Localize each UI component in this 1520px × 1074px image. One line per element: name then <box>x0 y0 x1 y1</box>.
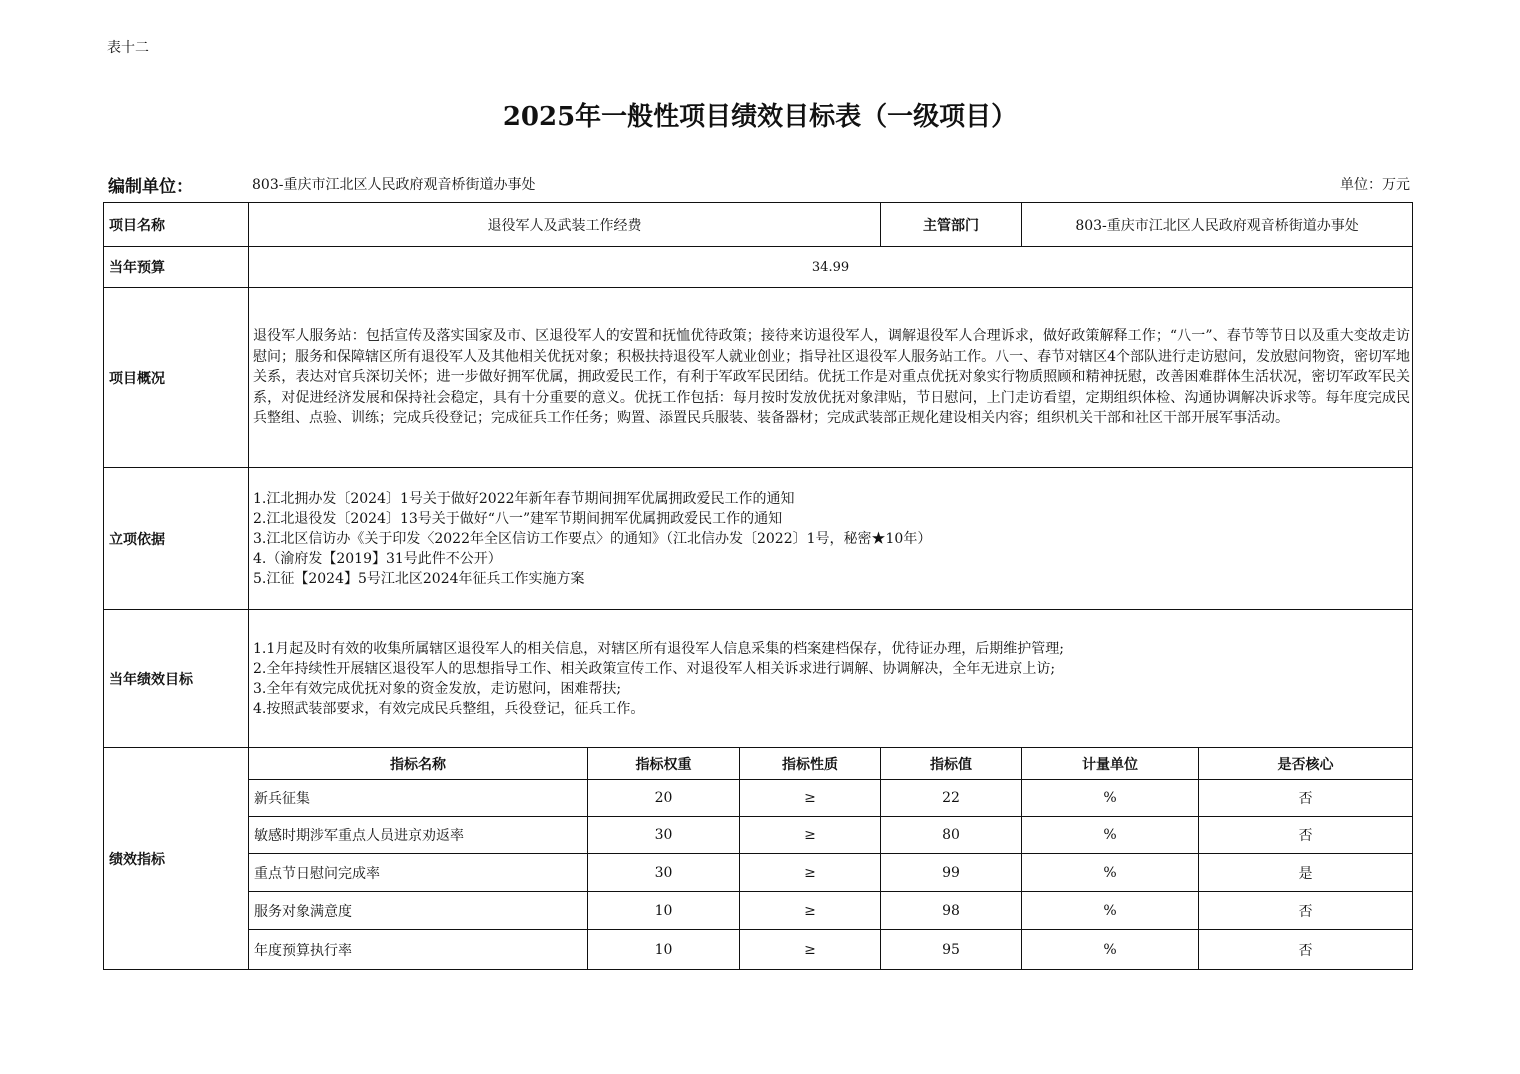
indicator-name: 服务对象满意度 <box>249 892 588 930</box>
table-row <box>104 930 1413 970</box>
indicator-core: 否 <box>1199 780 1413 817</box>
indicator-weight: 10 <box>588 930 740 970</box>
project-name-value: 退役军人及武装工作经费 <box>249 203 881 247</box>
basis-row <box>104 468 1413 610</box>
indicator-core: 否 <box>1199 892 1413 930</box>
indicator-value: 95 <box>881 930 1022 970</box>
goals-list <box>249 610 1413 748</box>
performance-table <box>103 202 1413 970</box>
basis-label: 立项依据 <box>104 468 249 610</box>
project-name-row <box>104 203 1413 247</box>
goal-item: 4.按照武装部要求，有效完成民兵整组，兵役登记，征兵工作。 <box>253 700 645 717</box>
indicator-unit: % <box>1022 780 1199 817</box>
budget-label: 当年预算 <box>104 247 249 288</box>
indicator-unit: % <box>1022 817 1199 854</box>
budget-row <box>104 247 1413 288</box>
compile-unit-label: 编制单位： <box>108 177 193 197</box>
budget-value: 34.99 <box>249 247 1413 288</box>
indicator-value: 22 <box>881 780 1022 817</box>
indicator-weight: 20 <box>588 780 740 817</box>
money-unit: 单位：万元 <box>1340 177 1410 193</box>
indicator-nature: ≥ <box>740 817 881 854</box>
indicator-nature: ≥ <box>740 780 881 817</box>
table-row <box>104 817 1413 854</box>
indicator-nature: ≥ <box>740 930 881 970</box>
compile-unit-value: 803-重庆市江北区人民政府观音桥街道办事处 <box>252 177 536 193</box>
indicator-nature: ≥ <box>740 892 881 930</box>
header-measure-unit: 计量单位 <box>1022 748 1199 780</box>
indicator-unit: % <box>1022 892 1199 930</box>
project-name-label: 项目名称 <box>104 203 249 247</box>
basis-item: 5.江征【2024】5号江北区2024年征兵工作实施方案 <box>253 570 585 587</box>
indicator-value: 98 <box>881 892 1022 930</box>
indicator-unit: % <box>1022 854 1199 892</box>
dept-value: 803-重庆市江北区人民政府观音桥街道办事处 <box>1022 203 1413 247</box>
table-number: 表十二 <box>107 40 149 56</box>
page-title: 2025年一般性项目绩效目标表（一级项目） <box>502 102 1018 132</box>
basis-item: 1.江北拥办发〔2024〕1号关于做好2022年新年春节期间拥军优属拥政爱民工作的通知 <box>253 490 795 507</box>
overview-label: 项目概况 <box>104 288 249 468</box>
goal-item: 3.全年有效完成优抚对象的资金发放，走访慰问，困难帮扶; <box>253 680 622 697</box>
indicators-label: 绩效指标 <box>104 748 249 970</box>
basis-item: 2.江北退役发〔2024〕13号关于做好“八一”建军节期间拥军优属拥政爱民工作的通知 <box>253 510 783 527</box>
basis-item: 4.（渝府发【2019】31号此件不公开） <box>253 550 502 567</box>
indicator-weight: 30 <box>588 854 740 892</box>
goals-label: 当年绩效目标 <box>104 610 249 748</box>
goals-row <box>104 610 1413 748</box>
indicator-nature: ≥ <box>740 854 881 892</box>
header-is-core: 是否核心 <box>1199 748 1413 780</box>
overview-row <box>104 288 1413 468</box>
overview-text: 退役军人服务站：包括宣传及落实国家及市、区退役军人的安置和抚恤优待政策；接待来访退役军人，调解退役军人合理诉求，做好政策解释工作；“八一”、春节等节日以及重大变故走访慰问；服务和保障辖区所有退役军人及其他相关优抚对象；积极扶持退役军人就业创业；指导社区退役军人服务站工作。八一、春节对辖区4个部队进行走访慰问，发放慰问物资，密切军地关系，表达对官兵深切关怀；进一步做好拥军优属，拥政爱民工作，有利于军政军民团结。优抚工作是对重点优抚对象实行物质照顾和精神抚慰，改善困难群体生活状况，密切军政军民关系，对促进经济发展和保持社会稳定，具有十分重要的意义。优抚工作包括：每月按时发放优抚对象津贴，节日慰问，上门走访看望，定期组织体检、沟通协调解决诉求等。每年度完成民兵整组、点验、训练；完成兵役登记；完成征兵工作任务；购置、添置民兵服装、装备器材；完成武装部正规化建设相关内容；组织机关干部和社区干部开展军事活动。 <box>249 288 1413 468</box>
indicator-weight: 30 <box>588 817 740 854</box>
indicator-name: 新兵征集 <box>249 780 588 817</box>
indicator-core: 否 <box>1199 817 1413 854</box>
basis-list <box>249 468 1413 610</box>
indicator-name: 重点节日慰问完成率 <box>249 854 588 892</box>
header-indicator-nature: 指标性质 <box>740 748 881 780</box>
goal-item: 1.1月起及时有效的收集所属辖区退役军人的相关信息，对辖区所有退役军人信息采集的档案建档保存，优待证办理，后期维护管理; <box>253 640 1064 657</box>
table-row <box>104 892 1413 930</box>
indicator-name: 敏感时期涉军重点人员进京劝返率 <box>249 817 588 854</box>
indicator-value: 99 <box>881 854 1022 892</box>
indicator-unit: % <box>1022 930 1199 970</box>
header-indicator-name: 指标名称 <box>249 748 588 780</box>
table-row <box>104 780 1413 817</box>
header-indicator-value: 指标值 <box>881 748 1022 780</box>
indicator-value: 80 <box>881 817 1022 854</box>
indicator-name: 年度预算执行率 <box>249 930 588 970</box>
indicator-core: 否 <box>1199 930 1413 970</box>
dept-label: 主管部门 <box>881 203 1022 247</box>
indicator-core: 是 <box>1199 854 1413 892</box>
table-row <box>104 854 1413 892</box>
basis-item: 3.江北区信访办《关于印发〈2022年全区信访工作要点〉的通知》（江北信办发〔2022〕1号，秘密★10年） <box>253 530 932 547</box>
indicator-header-row <box>104 748 1413 780</box>
goal-item: 2.全年持续性开展辖区退役军人的思想指导工作、相关政策宣传工作、对退役军人相关诉求进行调解、协调解决，全年无进京上访; <box>253 660 1056 677</box>
header-indicator-weight: 指标权重 <box>588 748 740 780</box>
indicator-weight: 10 <box>588 892 740 930</box>
